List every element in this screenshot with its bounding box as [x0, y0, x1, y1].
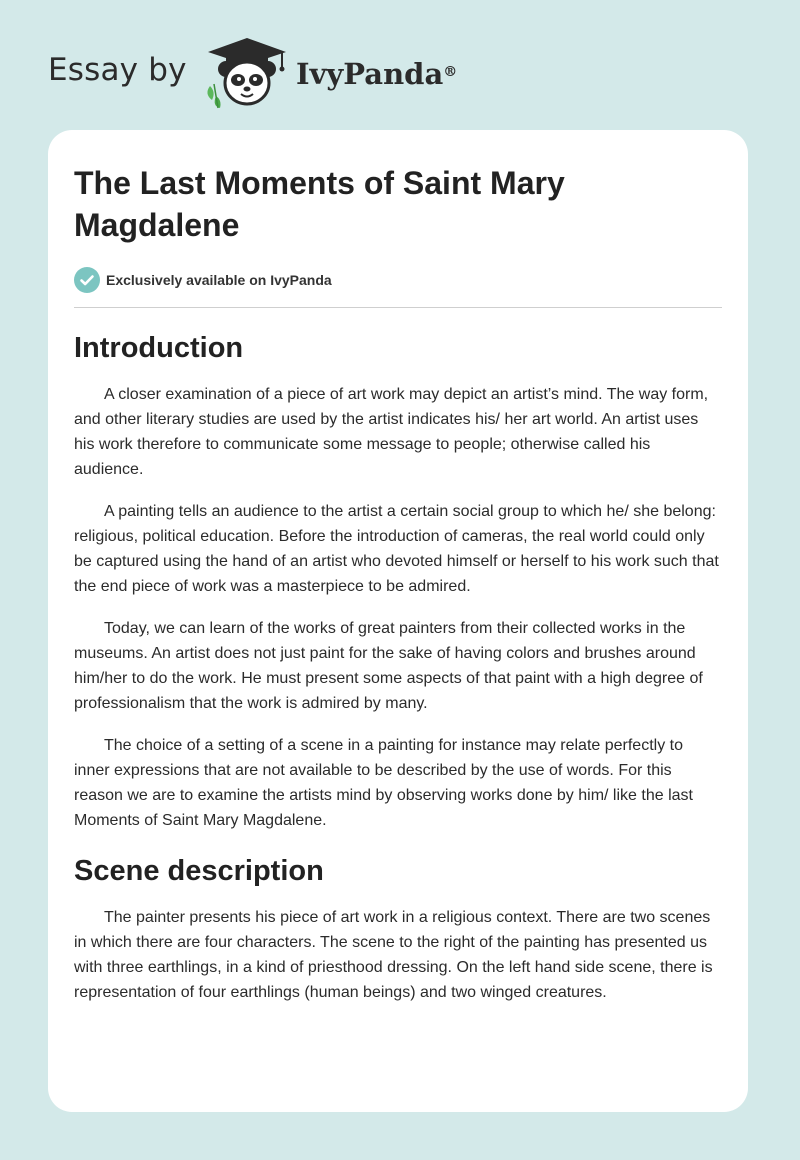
section-heading-scene-description: Scene description: [74, 855, 324, 887]
registered-mark: ®: [443, 64, 458, 80]
panda-graduate-logo-icon[interactable]: [202, 36, 292, 110]
check-circle-icon: [74, 267, 100, 293]
essay-card: [48, 130, 748, 1112]
paragraph: A closer examination of a piece of art work may depict an artist’s mind. The way form, and other literary studies are used by the artist indicates his/ her art world. An artist uses his work therefore to communicate some message to people; otherwise called his audience.: [74, 386, 709, 478]
section-heading-introduction: Introduction: [74, 332, 244, 364]
title-divider: [74, 307, 722, 308]
paragraph: The painter presents his piece of art work in a religious context. There are two scenes in which there are four characters. The scene to the right of the painting has presented us with three earthlings, in a kind of priesthood dressing. On the left hand side scene, there is representation of four earthlings (human beings) and two winged creatures.: [74, 909, 713, 1001]
brand-name-text: IvyPanda: [296, 57, 444, 91]
exclusive-badge-label: Exclusively available on IvyPanda: [106, 272, 332, 288]
essay-title: The Last Moments of Saint Mary Magdalene: [74, 165, 565, 243]
paragraph: The choice of a setting of a scene in a painting for instance may relate perfectly to inner expressions that are not available to be described by the use of words. For this reason we are to examine the artists mind by observing works done by him/ like the last Moments of Saint Mary Magdalene.: [74, 737, 693, 829]
essay-by-label: Essay by: [48, 52, 187, 88]
site-header: [0, 0, 800, 130]
paragraph: A painting tells an audience to the artist a certain social group to which he/ she belong: religious, political education. Before the introduction of cameras, the real world could only be captured using the hand of an artist who devoted himself or herself to his work such that the end piece of work was a masterpiece to be admired.: [74, 503, 719, 595]
ivypanda-brand[interactable]: [296, 54, 457, 94]
exclusive-badge: [74, 266, 722, 294]
paragraph: Today, we can learn of the works of great painters from their collected works in the museums. An artist does not just paint for the sake of having colors and brushes around him/her to do the work. He must present some aspects of that paint with a high degree of professionalism that the work is admired by many.: [74, 620, 703, 712]
